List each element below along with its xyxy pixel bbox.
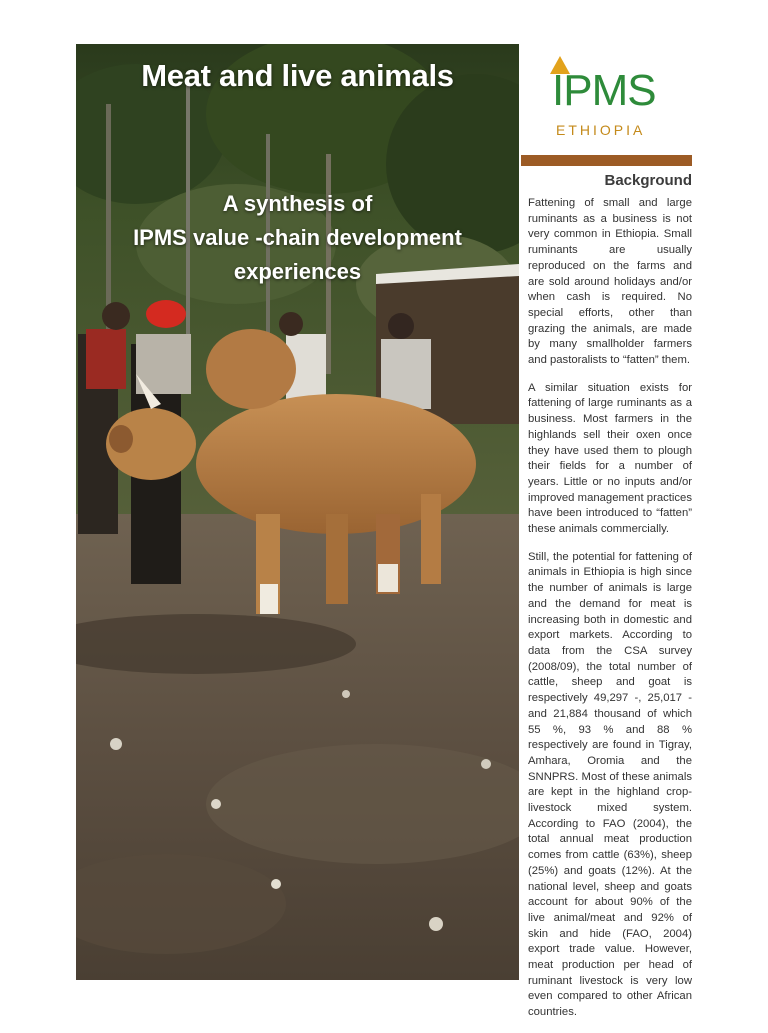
cover-subtitle-line-3: experiences [233,259,362,284]
cover-title: Meat and live animals [141,58,454,93]
paragraph-2: A similar situation exists for fattening of large ruminants as a business. Most farmers in the highlands sell their oxen once they have used them to plough their fields for a number of years. Little or no inputs and/or improved management practices have been introduced to “fatten” these animals commercially. [528,381,692,536]
logo-subname: ETHIOPIA [556,122,646,138]
background-section [528,172,692,1033]
cover-subtitle [76,187,519,289]
cover-subtitle-line-2: IPMS value -chain development [133,225,462,250]
paragraph-3: Still, the potential for fattening of animals in Ethiopia is high since the number of animals is large and the demand for meat is increasing both in domestic and export markets. According to data from the CSA survey (2008/09), the total number of cattle, sheep and goat is respectively 49,297 -, 25,017 - and 21,884 thousand of which 55 %, 93 % and 88 % respectively are found in Tigray, Amhara, Oromia and the SNNPRS. Most of these animals are kept in the highland crop-livestock mixed system. According to FAO (2004), the total annual meat production comes from cattle (63%), sheep (25%) and goats (12%). At the national level, sheep and goats account for about 90% of the live animal/meat and 92% of skin and hide (FAO, 2004) export trade value. However, meat production per head of ruminant livestock is very low even compared to other African countries. [528,550,692,1019]
section-heading: Background [604,172,692,189]
accent-divider [521,155,692,166]
cover-subtitle-line-1: A synthesis of [222,191,373,216]
cattle-market-illustration [76,44,519,980]
ipms-logo [546,56,676,146]
cover-photo [76,44,519,980]
logo-name: IPMS [552,66,656,115]
paragraph-1: Fattening of small and large ruminants as a business is not very common in Ethiopia. Small ruminants are usually reproduced on the farms and are sold around holidays and/or when cash is required. No special efforts, other than grazing the animals, are made by many smallholder farmers and pastoralists to “fatten” them. [528,197,692,367]
